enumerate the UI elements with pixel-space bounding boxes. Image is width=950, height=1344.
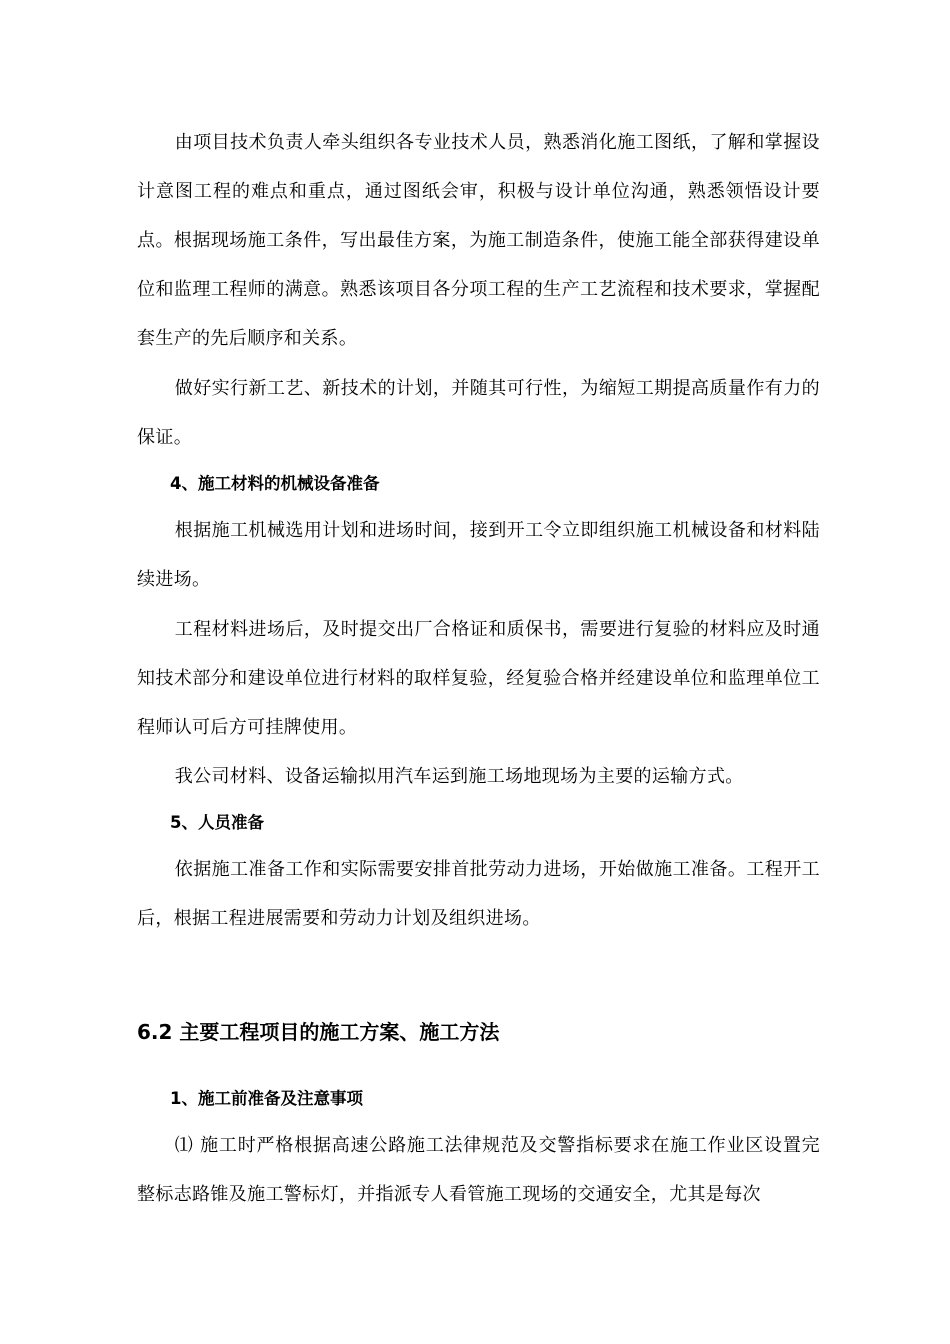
paragraph-transport: 我公司材料、设备运输拟用汽车运到施工场地现场为主要的运输方式。 [174,766,744,787]
paragraph-labor: 依据施工准备工作和实际需要安排首批劳动力进场，开始做施工准备。工程开工后，根据工程进展需要和劳动力计划及组织进场。 [137,859,820,929]
paragraph-tech-preparation: 由项目技术负责人牵头组织各专业技术人员，熟悉消化施工图纸，了解和掌握设计意图工程的难点和重点，通过图纸会审，积极与设计单位沟通，熟悉领悟设计要点。根据现场施工条件，写出最佳方案，为施工制造条件，使施工能全部获得建设单位和监理工程师的满意。熟悉该项目各分项工程的生产工艺流程和技术要求，掌握配套生产的先后顺序和关系。 [137,132,820,349]
document-body [137,118,820,1219]
heading-materials-equipment: 4、施工材料的机械设备准备 [170,474,380,493]
paragraph-safety-signs: ⑴ 施工时严格根据高速公路施工法律规范及交警指标要求在施工作业区设置完整标志路锥及施工警标灯，并指派专人看管施工现场的交通安全，尤其是每次 [137,1135,820,1205]
paragraph-machinery-entry: 根据施工机械选用计划和进场时间，接到开工令立即组织施工机械设备和材料陆续进场。 [137,520,820,590]
heading-personnel: 5、人员准备 [170,813,264,832]
paragraph-material-inspection: 工程材料进场后，及时提交出厂合格证和质保书，需要进行复验的材料应及时通知技术部分和建设单位进行材料的取样复验，经复验合格并经建设单位和监理单位工程师认可后方可挂牌使用。 [137,619,820,738]
heading-pre-construction: 1、施工前准备及注意事项 [170,1089,363,1108]
paragraph-new-technology: 做好实行新工艺、新技术的计划，并随其可行性，为缩短工期提高质量作有力的保证。 [137,378,820,448]
section-title: 6.2 主要工程项目的施工方案、施工方法 [137,1020,500,1044]
